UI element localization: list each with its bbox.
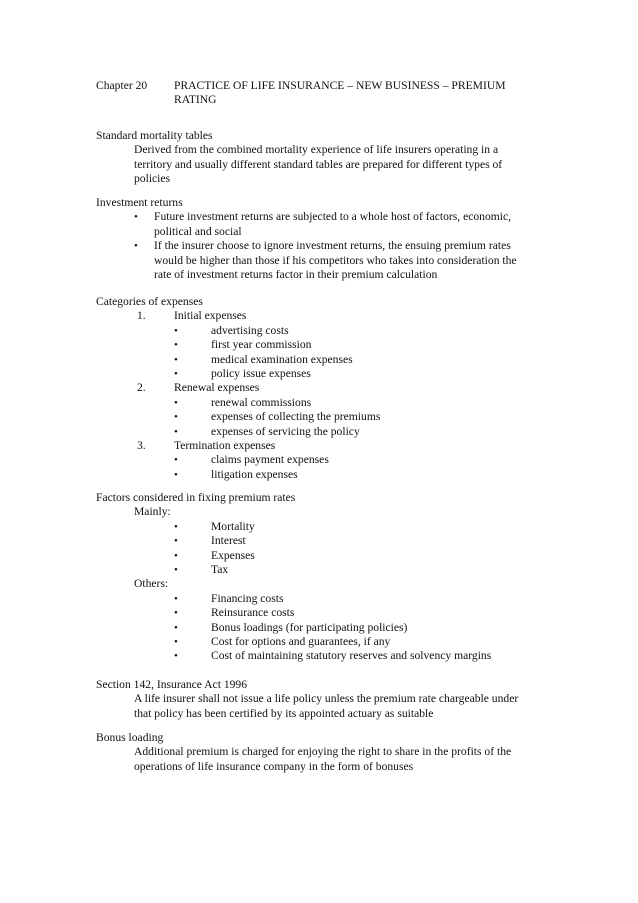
- list-item-text: Tax: [211, 563, 229, 577]
- list-item-text: If the insurer choose to ignore investment returns, the ensuing premium rates would be higher than those if his competitors who takes into consideration the rate of investment returns factor in their premium calculation: [154, 239, 517, 282]
- category-number: 3.: [137, 439, 146, 453]
- list-item: [96, 338, 536, 352]
- category-title: Termination expenses: [174, 439, 276, 453]
- bullet-icon: •: [174, 368, 178, 381]
- list-item: [96, 534, 536, 548]
- section-heading: Bonus loading: [96, 731, 164, 744]
- bullet-icon: •: [174, 592, 178, 605]
- category-title: Initial expenses: [174, 309, 247, 323]
- list-item: [96, 621, 536, 635]
- list-item-text: Cost of maintaining statutory reserves and solvency margins: [211, 649, 492, 663]
- chapter-number: Chapter 20: [96, 79, 148, 92]
- list-item-text: Cost for options and guarantees, if any: [211, 635, 391, 649]
- list-item: [96, 239, 534, 282]
- section-bonus-loading: [96, 731, 536, 774]
- section-heading: Factors considered in fixing premium rates: [96, 491, 296, 504]
- list-item: [96, 635, 536, 649]
- section-text: Additional premium is charged for enjoying the right to share in the profits of the operations of life insurance company in the form of bonuses: [134, 745, 512, 773]
- bullet-icon: •: [174, 564, 178, 577]
- bullet-icon: •: [174, 353, 178, 366]
- list-item: [96, 410, 536, 424]
- list-item-text: expenses of servicing the policy: [211, 424, 360, 438]
- bullet-icon: •: [174, 621, 178, 634]
- list-item-text: expenses of collecting the premiums: [211, 410, 381, 424]
- list-item: [96, 649, 536, 663]
- bullet-icon: •: [174, 607, 178, 620]
- list-item: [96, 367, 536, 381]
- section-expenses: [96, 295, 536, 482]
- bullet-icon: •: [174, 425, 178, 438]
- list-item-text: Financing costs: [211, 591, 284, 605]
- category-item-list: [96, 453, 536, 482]
- category-number: 2.: [137, 381, 146, 395]
- list-item: [96, 592, 536, 606]
- list-item-text: Future investment returns are subjected to a whole host of factors, economic, political and social: [154, 210, 512, 238]
- section-heading: Investment returns: [96, 196, 183, 209]
- bullet-icon: •: [174, 468, 178, 481]
- section-text: A life insurer shall not issue a life policy unless the premium rate chargeable under that policy has been certified by its appointed actuary as suitable: [134, 692, 519, 720]
- list-item: [96, 549, 536, 563]
- expense-category: [96, 439, 536, 482]
- factor-group-label: Mainly:: [134, 505, 171, 519]
- bullet-icon: •: [174, 520, 178, 533]
- list-item-text: Reinsurance costs: [211, 606, 295, 620]
- bullet-icon: •: [174, 636, 178, 649]
- bullet-icon: •: [134, 211, 138, 224]
- section-insurance-act: [96, 678, 536, 721]
- section-mortality: [96, 129, 536, 187]
- list-item-text: Mortality: [211, 519, 255, 533]
- factor-group-label: Others:: [134, 577, 169, 591]
- bullet-icon: •: [134, 240, 138, 253]
- bullet-icon: •: [174, 339, 178, 352]
- list-item: [96, 425, 536, 439]
- expense-category: [96, 381, 536, 439]
- list-item-text: litigation expenses: [211, 467, 298, 481]
- category-title: Renewal expenses: [174, 381, 260, 395]
- bullet-icon: •: [174, 549, 178, 562]
- list-item: [96, 453, 536, 467]
- section-factors: [96, 491, 536, 664]
- list-item: [96, 468, 536, 482]
- list-item: [96, 606, 536, 620]
- list-item: [96, 563, 536, 577]
- investment-bullet-list: [96, 210, 536, 282]
- list-item-text: Bonus loadings (for participating policies): [211, 620, 408, 634]
- category-item-list: [96, 396, 536, 439]
- bullet-icon: •: [174, 650, 178, 663]
- category-item-list: [96, 324, 536, 382]
- section-heading: Categories of expenses: [96, 295, 203, 308]
- list-item-text: medical examination expenses: [211, 352, 353, 366]
- list-item-text: policy issue expenses: [211, 367, 311, 381]
- list-item-text: renewal commissions: [211, 395, 312, 409]
- expense-category-list: [96, 309, 536, 482]
- list-item: [96, 353, 536, 367]
- bullet-icon: •: [174, 535, 178, 548]
- list-item-text: first year commission: [211, 338, 312, 352]
- list-item-text: claims payment expenses: [211, 453, 329, 467]
- list-item: [96, 210, 534, 239]
- section-heading: Standard mortality tables: [96, 129, 213, 142]
- section-investment: [96, 196, 536, 282]
- list-item: [96, 396, 536, 410]
- section-text: Derived from the combined mortality experience of life insurers operating in a territory and usually different standard tables are prepared for different types of policies: [134, 143, 503, 186]
- list-item: [96, 520, 536, 534]
- list-item-text: advertising costs: [211, 323, 289, 337]
- bullet-icon: •: [174, 454, 178, 467]
- bullet-icon: •: [174, 324, 178, 337]
- category-number: 1.: [137, 309, 146, 323]
- bullet-icon: •: [174, 411, 178, 424]
- list-item-text: Expenses: [211, 548, 255, 562]
- chapter-title: PRACTICE OF LIFE INSURANCE – NEW BUSINESS – PREMIUM RATING: [174, 79, 506, 107]
- list-item: [96, 324, 536, 338]
- expense-category: [96, 309, 536, 381]
- other-factor-list: [96, 592, 536, 664]
- mainly-factor-list: [96, 520, 536, 578]
- bullet-icon: •: [174, 396, 178, 409]
- list-item-text: Interest: [211, 534, 246, 548]
- section-heading: Section 142, Insurance Act 1996: [96, 678, 248, 691]
